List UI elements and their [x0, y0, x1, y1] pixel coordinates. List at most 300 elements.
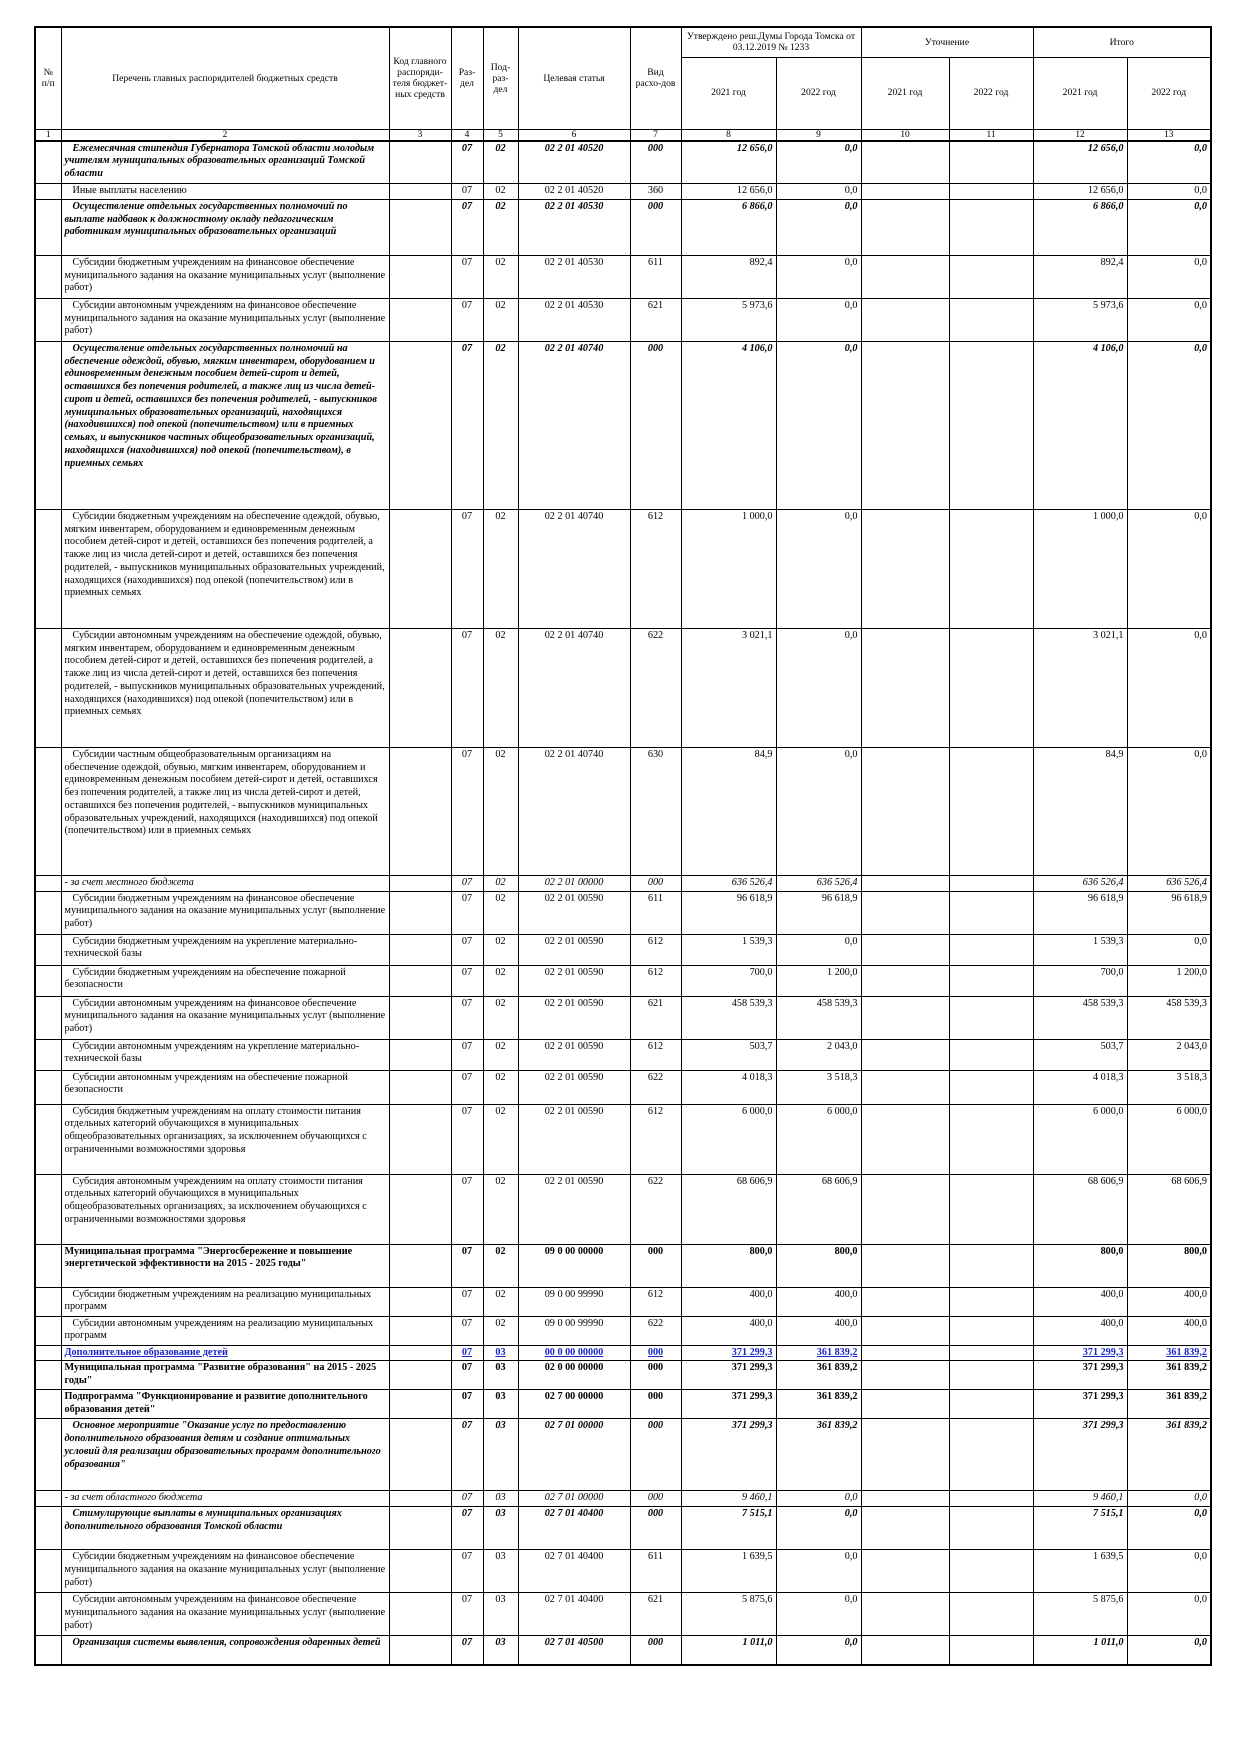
- cell-clarify-2022: [949, 255, 1033, 298]
- cell-total-2022: 361 839,2: [1127, 1361, 1211, 1390]
- cell-total-2022: 0,0: [1127, 1491, 1211, 1507]
- cell-podrazdel: 02: [483, 1104, 518, 1174]
- cell-code: [389, 875, 451, 891]
- cell-clarify-2022: [949, 1550, 1033, 1593]
- cell-total-2021: 6 000,0: [1033, 1104, 1127, 1174]
- cell-approved-2022: 400,0: [776, 1316, 861, 1345]
- cell-clarify-2022: [949, 341, 1033, 509]
- cell-total-2022: 361 839,2: [1127, 1419, 1211, 1491]
- cell-podrazdel: 02: [483, 891, 518, 934]
- cell-approved-2022: 0,0: [776, 1593, 861, 1636]
- cell-clarify-2022: [949, 1104, 1033, 1174]
- header-code: Код главного распоряди-теля бюджет-ных средств: [389, 27, 451, 129]
- cell-total-2021: 9 460,1: [1033, 1491, 1127, 1507]
- cell-approved-2021: 4 106,0: [681, 341, 776, 509]
- cell-total-2022: 458 539,3: [1127, 996, 1211, 1039]
- cell-code: [389, 1361, 451, 1390]
- cell-approved-2021: 5 875,6: [681, 1593, 776, 1636]
- cell-article: 02 0 00 00000: [518, 1361, 630, 1390]
- cell-article: 02 2 01 40520: [518, 184, 630, 200]
- col-number: 2: [61, 129, 389, 141]
- cell-vid: 000: [630, 1244, 681, 1287]
- cell-approved-2021: 371 299,3: [681, 1419, 776, 1491]
- cell-approved-2022: 361 839,2: [776, 1345, 861, 1361]
- cell-approved-2022: 361 839,2: [776, 1419, 861, 1491]
- cell-clarify-2022: [949, 141, 1033, 184]
- cell-article: 09 0 00 99990: [518, 1287, 630, 1316]
- cell-podrazdel: 02: [483, 934, 518, 965]
- cell-podrazdel: 02: [483, 298, 518, 341]
- cell-approved-2022: 3 518,3: [776, 1070, 861, 1104]
- cell-name: Субсидии бюджетным учреждениям на финансовое обеспечение муниципального задания на оказание муниципальных услуг (выполнение работ): [61, 255, 389, 298]
- cell-clarify-2021: [861, 1593, 949, 1636]
- cell-approved-2021: 12 656,0: [681, 184, 776, 200]
- cell-podrazdel: 02: [483, 1316, 518, 1345]
- cell-name: Субсидии бюджетным учреждениям на обеспечение одеждой, обувью, мягким инвентарем, оборудованием и единовременным денежным пособием детей-сирот и детей, оставшихся без попечения родителей, а также лиц из числа детей-сирот и детей, оставшихся без попечения родителей, - выпускников муниципальных образовательных учреждений, находящихся (находившихся) под опекой (попечительством) или в приемных семьях: [61, 509, 389, 628]
- cell-total-2022: 3 518,3: [1127, 1070, 1211, 1104]
- cell-total-2021: 3 021,1: [1033, 628, 1127, 747]
- cell-article: 02 2 01 40520: [518, 141, 630, 184]
- cell-total-2021: 700,0: [1033, 965, 1127, 996]
- cell-num: [35, 747, 61, 875]
- cell-clarify-2021: [861, 1104, 949, 1174]
- cell-approved-2021: 4 018,3: [681, 1070, 776, 1104]
- cell-razdel: 07: [451, 184, 483, 200]
- cell-clarify-2021: [861, 255, 949, 298]
- header-clarify: Уточнение: [861, 27, 1033, 57]
- cell-clarify-2022: [949, 1361, 1033, 1390]
- cell-podrazdel: 02: [483, 965, 518, 996]
- cell-approved-2022: 0,0: [776, 1636, 861, 1665]
- cell-name: Организация системы выявления, сопровождения одаренных детей: [61, 1636, 389, 1665]
- cell-clarify-2021: [861, 1636, 949, 1665]
- cell-article: 02 2 01 00590: [518, 934, 630, 965]
- cell-clarify-2021: [861, 509, 949, 628]
- col-number: 11: [949, 129, 1033, 141]
- cell-vid: 000: [630, 1419, 681, 1491]
- cell-article: 02 7 01 40400: [518, 1507, 630, 1550]
- cell-razdel: 07: [451, 1104, 483, 1174]
- cell-razdel: 07: [451, 1287, 483, 1316]
- cell-approved-2021: 7 515,1: [681, 1507, 776, 1550]
- cell-approved-2022: 0,0: [776, 509, 861, 628]
- cell-podrazdel: 03: [483, 1345, 518, 1361]
- cell-num: [35, 1593, 61, 1636]
- cell-article: 02 2 01 00590: [518, 996, 630, 1039]
- cell-num: [35, 628, 61, 747]
- cell-total-2022: 0,0: [1127, 141, 1211, 184]
- cell-approved-2022: 800,0: [776, 1244, 861, 1287]
- cell-name: Осуществление отдельных государственных полномочий на обеспечение одеждой, обувью, мягким инвентарем, оборудованием и единовременным денежным пособием детей-сирот и детей, оставшихся без попечения родителей, а также лиц из числа детей-сирот и детей, оставшихся без попечения родителей, - выпускников муниципальных образовательных организаций, находящихся (находившихся) под опекой (попечительством) или в приемных семьях, и выпускников частных общеобразовательных организаций, находящихся (находившихся) под опекой (попечительством), в приемных семьях: [61, 341, 389, 509]
- table-row: [35, 1174, 1211, 1244]
- cell-clarify-2022: [949, 509, 1033, 628]
- cell-razdel: 07: [451, 1039, 483, 1070]
- cell-num: [35, 1419, 61, 1491]
- col-number: 3: [389, 129, 451, 141]
- cell-vid: 612: [630, 1287, 681, 1316]
- cell-approved-2022: 0,0: [776, 934, 861, 965]
- cell-num: [35, 184, 61, 200]
- cell-num: [35, 255, 61, 298]
- cell-podrazdel: 02: [483, 199, 518, 255]
- cell-approved-2021: 6 000,0: [681, 1104, 776, 1174]
- cell-total-2021: 503,7: [1033, 1039, 1127, 1070]
- cell-article: 02 7 01 00000: [518, 1419, 630, 1491]
- cell-code: [389, 934, 451, 965]
- cell-approved-2022: 0,0: [776, 199, 861, 255]
- cell-name: Субсидии частным общеобразовательным организациям на обеспечение одеждой, обувью, мягким инвентарем, оборудованием и единовременным денежным пособием детей-сирот и детей, оставшихся без попечения родителей, а также лиц из числа детей-сирот и детей, оставшихся без попечения родителей, - выпускников муниципальных образовательных учреждений, находящихся (находившихся) под опекой (попечительством) или в приемных семьях: [61, 747, 389, 875]
- cell-name: Муниципальная программа "Развитие образования" на 2015 - 2025 годы": [61, 1361, 389, 1390]
- cell-article: 02 2 01 00590: [518, 1070, 630, 1104]
- cell-podrazdel: 03: [483, 1593, 518, 1636]
- cell-approved-2022: 458 539,3: [776, 996, 861, 1039]
- cell-approved-2021: 1 639,5: [681, 1550, 776, 1593]
- cell-vid: 630: [630, 747, 681, 875]
- cell-clarify-2022: [949, 996, 1033, 1039]
- cell-code: [389, 1316, 451, 1345]
- cell-approved-2022: 0,0: [776, 184, 861, 200]
- cell-code: [389, 199, 451, 255]
- cell-code: [389, 1507, 451, 1550]
- table-row: [35, 509, 1211, 628]
- table-body: [35, 141, 1211, 1665]
- col-number: 13: [1127, 129, 1211, 141]
- cell-approved-2021: 1 011,0: [681, 1636, 776, 1665]
- cell-name: Подпрограмма "Функционирование и развитие дополнительного образования детей": [61, 1390, 389, 1419]
- table-row: [35, 934, 1211, 965]
- cell-clarify-2022: [949, 1390, 1033, 1419]
- cell-razdel: 07: [451, 628, 483, 747]
- cell-clarify-2022: [949, 1070, 1033, 1104]
- cell-approved-2021: 371 299,3: [681, 1390, 776, 1419]
- cell-clarify-2021: [861, 891, 949, 934]
- cell-clarify-2022: [949, 875, 1033, 891]
- cell-podrazdel: 02: [483, 875, 518, 891]
- cell-total-2022: 361 839,2: [1127, 1345, 1211, 1361]
- cell-vid: 612: [630, 965, 681, 996]
- cell-clarify-2021: [861, 747, 949, 875]
- table-row: [35, 255, 1211, 298]
- table-row: [35, 341, 1211, 509]
- cell-total-2022: 0,0: [1127, 184, 1211, 200]
- cell-clarify-2021: [861, 965, 949, 996]
- col-number: 9: [776, 129, 861, 141]
- cell-clarify-2022: [949, 891, 1033, 934]
- cell-razdel: 07: [451, 1174, 483, 1244]
- cell-code: [389, 1345, 451, 1361]
- cell-code: [389, 255, 451, 298]
- cell-num: [35, 1390, 61, 1419]
- cell-num: [35, 1507, 61, 1550]
- cell-clarify-2022: [949, 1507, 1033, 1550]
- cell-article: 09 0 00 99990: [518, 1316, 630, 1345]
- cell-clarify-2021: [861, 1244, 949, 1287]
- cell-name: Ежемесячная стипендия Губернатора Томской области молодым учителям муниципальных образовательных организаций Томской области: [61, 141, 389, 184]
- cell-name: Субсидии автономным учреждениям на обеспечение пожарной безопасности: [61, 1070, 389, 1104]
- cell-total-2022: 6 000,0: [1127, 1104, 1211, 1174]
- col-number: 4: [451, 129, 483, 141]
- cell-razdel: 07: [451, 341, 483, 509]
- cell-approved-2021: 458 539,3: [681, 996, 776, 1039]
- cell-code: [389, 965, 451, 996]
- cell-total-2022: 0,0: [1127, 1593, 1211, 1636]
- cell-total-2021: 1 000,0: [1033, 509, 1127, 628]
- cell-vid: 612: [630, 934, 681, 965]
- cell-name: Субсидия бюджетным учреждениям на оплату стоимости питания отдельных категорий обучающихся в муниципальных общеобразовательных организациях, за исключением обучающихся с ограниченными возможностями здоровья: [61, 1104, 389, 1174]
- header-name: Перечень главных распорядителей бюджетных средств: [61, 27, 389, 129]
- cell-num: [35, 298, 61, 341]
- cell-approved-2022: 0,0: [776, 255, 861, 298]
- cell-total-2022: 0,0: [1127, 255, 1211, 298]
- cell-name: Субсидии автономным учреждениям на обеспечение одеждой, обувью, мягким инвентарем, оборудованием и единовременным денежным пособием детей-сирот и детей, оставшихся без попечения родителей, а также лиц из числа детей-сирот и детей, оставшихся без попечения родителей, - выпускников муниципальных образовательных учреждений, находящихся (находившихся) под опекой (попечительством) или в приемных семьях: [61, 628, 389, 747]
- cell-total-2022: 96 618,9: [1127, 891, 1211, 934]
- cell-total-2021: 1 639,5: [1033, 1550, 1127, 1593]
- table-row: [35, 1390, 1211, 1419]
- cell-approved-2021: 96 618,9: [681, 891, 776, 934]
- cell-clarify-2021: [861, 628, 949, 747]
- cell-article: 02 2 01 00590: [518, 891, 630, 934]
- cell-podrazdel: 02: [483, 628, 518, 747]
- cell-approved-2021: 5 973,6: [681, 298, 776, 341]
- cell-code: [389, 1593, 451, 1636]
- cell-podrazdel: 02: [483, 141, 518, 184]
- table-row: [35, 1244, 1211, 1287]
- cell-clarify-2021: [861, 1287, 949, 1316]
- cell-total-2021: 7 515,1: [1033, 1507, 1127, 1550]
- cell-total-2021: 68 606,9: [1033, 1174, 1127, 1244]
- cell-vid: 621: [630, 1593, 681, 1636]
- cell-clarify-2021: [861, 1361, 949, 1390]
- cell-total-2021: 84,9: [1033, 747, 1127, 875]
- cell-vid: 611: [630, 1550, 681, 1593]
- cell-num: [35, 996, 61, 1039]
- cell-vid: 000: [630, 1491, 681, 1507]
- cell-num: [35, 965, 61, 996]
- cell-code: [389, 141, 451, 184]
- cell-code: [389, 1244, 451, 1287]
- header-razdel: Раз-дел: [451, 27, 483, 129]
- cell-total-2022: 0,0: [1127, 199, 1211, 255]
- cell-total-2022: 68 606,9: [1127, 1174, 1211, 1244]
- cell-podrazdel: 03: [483, 1491, 518, 1507]
- cell-vid: 000: [630, 1390, 681, 1419]
- cell-clarify-2022: [949, 1316, 1033, 1345]
- table-row: [35, 184, 1211, 200]
- cell-total-2021: 12 656,0: [1033, 184, 1127, 200]
- cell-podrazdel: 02: [483, 1070, 518, 1104]
- cell-podrazdel: 02: [483, 1287, 518, 1316]
- cell-vid: 611: [630, 255, 681, 298]
- cell-num: [35, 141, 61, 184]
- cell-num: [35, 1070, 61, 1104]
- cell-approved-2021: 12 656,0: [681, 141, 776, 184]
- col-number: 12: [1033, 129, 1127, 141]
- cell-clarify-2021: [861, 184, 949, 200]
- cell-approved-2022: 0,0: [776, 298, 861, 341]
- cell-article: 02 7 01 40500: [518, 1636, 630, 1665]
- cell-total-2022: 0,0: [1127, 1550, 1211, 1593]
- table-row: [35, 298, 1211, 341]
- cell-approved-2021: 3 021,1: [681, 628, 776, 747]
- cell-article: 02 2 01 00590: [518, 1039, 630, 1070]
- budget-table: [34, 26, 1212, 1666]
- cell-total-2022: 2 043,0: [1127, 1039, 1211, 1070]
- header-vid: Вид расхо-дов: [630, 27, 681, 129]
- cell-clarify-2022: [949, 184, 1033, 200]
- cell-razdel: 07: [451, 891, 483, 934]
- cell-code: [389, 341, 451, 509]
- table-row: [35, 747, 1211, 875]
- cell-article: 02 2 01 00590: [518, 1104, 630, 1174]
- cell-name: Стимулирующие выплаты в муниципальных организациях дополнительного образования Томской области: [61, 1507, 389, 1550]
- cell-approved-2022: 361 839,2: [776, 1390, 861, 1419]
- cell-code: [389, 184, 451, 200]
- cell-podrazdel: 03: [483, 1550, 518, 1593]
- cell-total-2022: 0,0: [1127, 341, 1211, 509]
- cell-total-2021: 800,0: [1033, 1244, 1127, 1287]
- cell-article: 02 2 01 40530: [518, 255, 630, 298]
- cell-clarify-2022: [949, 1039, 1033, 1070]
- cell-total-2022: 400,0: [1127, 1287, 1211, 1316]
- cell-article: 02 7 01 00000: [518, 1491, 630, 1507]
- cell-code: [389, 509, 451, 628]
- cell-approved-2022: 0,0: [776, 1550, 861, 1593]
- cell-article: 02 2 01 40530: [518, 199, 630, 255]
- table-row: [35, 1361, 1211, 1390]
- cell-clarify-2022: [949, 965, 1033, 996]
- cell-num: [35, 891, 61, 934]
- cell-num: [35, 1104, 61, 1174]
- cell-name: - за счет областного бюджета: [61, 1491, 389, 1507]
- cell-clarify-2022: [949, 199, 1033, 255]
- cell-podrazdel: 03: [483, 1390, 518, 1419]
- cell-podrazdel: 02: [483, 996, 518, 1039]
- cell-article: 02 2 01 40740: [518, 747, 630, 875]
- cell-vid: 000: [630, 141, 681, 184]
- col-number: 8: [681, 129, 776, 141]
- cell-podrazdel: 03: [483, 1361, 518, 1390]
- cell-name: Иные выплаты населению: [61, 184, 389, 200]
- cell-vid: 611: [630, 891, 681, 934]
- cell-razdel: 07: [451, 509, 483, 628]
- cell-approved-2021: 68 606,9: [681, 1174, 776, 1244]
- cell-num: [35, 934, 61, 965]
- cell-total-2022: 400,0: [1127, 1316, 1211, 1345]
- cell-clarify-2022: [949, 628, 1033, 747]
- cell-total-2022: 0,0: [1127, 628, 1211, 747]
- cell-clarify-2021: [861, 141, 949, 184]
- cell-article: 02 2 01 00590: [518, 1174, 630, 1244]
- cell-num: [35, 1039, 61, 1070]
- cell-name: Субсидии бюджетным учреждениям на укрепление материально-технической базы: [61, 934, 389, 965]
- cell-clarify-2021: [861, 1174, 949, 1244]
- cell-approved-2021: 84,9: [681, 747, 776, 875]
- cell-razdel: 07: [451, 934, 483, 965]
- cell-total-2022: 0,0: [1127, 298, 1211, 341]
- cell-approved-2022: 361 839,2: [776, 1361, 861, 1390]
- col-number: 10: [861, 129, 949, 141]
- cell-total-2022: 636 526,4: [1127, 875, 1211, 891]
- cell-podrazdel: 03: [483, 1636, 518, 1665]
- cell-article: 02 2 01 40530: [518, 298, 630, 341]
- cell-name: Субсидии бюджетным учреждениям на обеспечение пожарной безопасности: [61, 965, 389, 996]
- cell-total-2022: 0,0: [1127, 509, 1211, 628]
- cell-article: 02 2 01 40740: [518, 509, 630, 628]
- cell-approved-2022: 1 200,0: [776, 965, 861, 996]
- cell-vid: 612: [630, 1039, 681, 1070]
- cell-razdel: 07: [451, 199, 483, 255]
- cell-approved-2021: 371 299,3: [681, 1361, 776, 1390]
- cell-podrazdel: 02: [483, 341, 518, 509]
- cell-approved-2022: 0,0: [776, 1507, 861, 1550]
- cell-name: Дополнительное образование детей: [61, 1345, 389, 1361]
- header-total: Итого: [1033, 27, 1211, 57]
- cell-podrazdel: 02: [483, 1039, 518, 1070]
- table-row: [35, 1070, 1211, 1104]
- cell-total-2021: 371 299,3: [1033, 1390, 1127, 1419]
- cell-razdel: 07: [451, 1390, 483, 1419]
- cell-name: Основное мероприятие "Оказание услуг по предоставлению дополнительного образования детям и создание оптимальных условий для реализации образовательных программ дополнительного образования": [61, 1419, 389, 1491]
- cell-approved-2021: 800,0: [681, 1244, 776, 1287]
- cell-code: [389, 747, 451, 875]
- cell-total-2021: 400,0: [1033, 1287, 1127, 1316]
- cell-razdel: 07: [451, 1593, 483, 1636]
- cell-code: [389, 1287, 451, 1316]
- cell-num: [35, 1491, 61, 1507]
- cell-clarify-2022: [949, 1636, 1033, 1665]
- cell-clarify-2022: [949, 1287, 1033, 1316]
- cell-clarify-2021: [861, 1491, 949, 1507]
- cell-approved-2022: 0,0: [776, 141, 861, 184]
- cell-code: [389, 1550, 451, 1593]
- cell-clarify-2021: [861, 875, 949, 891]
- cell-razdel: 07: [451, 255, 483, 298]
- table-row: [35, 1287, 1211, 1316]
- cell-total-2021: 1 539,3: [1033, 934, 1127, 965]
- cell-num: [35, 1287, 61, 1316]
- cell-article: 02 7 00 00000: [518, 1390, 630, 1419]
- cell-code: [389, 996, 451, 1039]
- cell-approved-2021: 700,0: [681, 965, 776, 996]
- cell-podrazdel: 02: [483, 184, 518, 200]
- cell-num: [35, 1550, 61, 1593]
- cell-vid: 000: [630, 875, 681, 891]
- cell-clarify-2021: [861, 298, 949, 341]
- cell-total-2022: 800,0: [1127, 1244, 1211, 1287]
- cell-razdel: 07: [451, 996, 483, 1039]
- cell-code: [389, 1174, 451, 1244]
- cell-name: Осуществление отдельных государственных полномочий по выплате надбавок к должностному окладу педагогическим работникам муниципальных образовательных организаций: [61, 199, 389, 255]
- cell-approved-2021: 6 866,0: [681, 199, 776, 255]
- cell-name: - за счет местного бюджета: [61, 875, 389, 891]
- cell-podrazdel: 02: [483, 509, 518, 628]
- cell-total-2021: 96 618,9: [1033, 891, 1127, 934]
- cell-approved-2022: 400,0: [776, 1287, 861, 1316]
- cell-clarify-2021: [861, 1507, 949, 1550]
- cell-approved-2022: 96 618,9: [776, 891, 861, 934]
- cell-vid: 612: [630, 509, 681, 628]
- table-row: [35, 199, 1211, 255]
- cell-total-2021: 5 875,6: [1033, 1593, 1127, 1636]
- table-row: [35, 1507, 1211, 1550]
- cell-clarify-2022: [949, 1419, 1033, 1491]
- cell-total-2022: 0,0: [1127, 1507, 1211, 1550]
- cell-vid: 000: [630, 199, 681, 255]
- cell-name: Субсидии автономным учреждениям на укрепление материально-технической базы: [61, 1039, 389, 1070]
- cell-article: 02 2 01 00590: [518, 965, 630, 996]
- cell-razdel: 07: [451, 1070, 483, 1104]
- cell-clarify-2022: [949, 934, 1033, 965]
